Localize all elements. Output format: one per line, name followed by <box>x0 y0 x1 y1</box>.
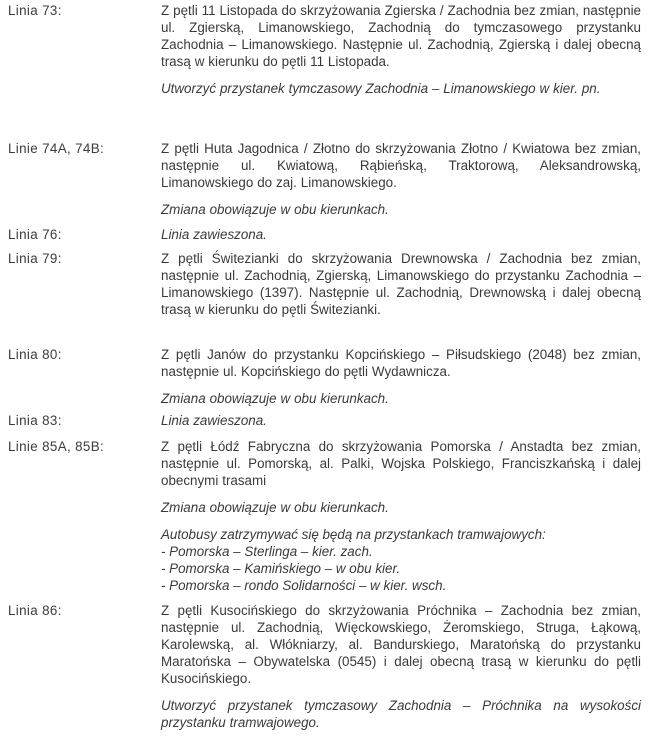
route-change-text: Z pętli Kusocińskiego do skrzyżowania Próchnika – Zachodnia bez zmian, następnie ul. Zachodnią, Więckowskiego, Żeromskiego, Struga, Łąkową, Karolewską, al. Włókniarzy, al. Bandurskiego, Maratońską do przystanku Maratońska – Obywatelska (0545) i dalej obecną trasą w kierunku do pętli Kusocińskiego. <box>161 603 641 686</box>
route-label: Linie 74A, 74B: <box>8 141 105 156</box>
route-label: Linia 76: <box>8 227 62 242</box>
route-change-text: Z pętli Łódź Fabryczna do skrzyżowania Pomorska / Anstadta bez zmian, następnie ul. Pomorską, al. Palki, Wojska Polskiego, Franciszkańską i dalej obecnymi trasami <box>161 439 641 488</box>
route-note: Zmiana obowiązuje w obu kierunkach. <box>161 500 389 515</box>
stop-list-item: - Pomorska – Sterlinga – kier. zach. <box>161 544 373 559</box>
route-change-text: Z pętli Huta Jagodnica / Złotno do skrzyżowania Złotno / Kwiatowa bez zmian, następnie ul. Kwiatową, Rąbieńską, Traktorową, Aleksandrowską, Limanowskiego do zaj. Limanowskiego. <box>161 141 641 190</box>
route-description <box>161 140 641 218</box>
route-note: Zmiana obowiązuje w obu kierunkach. <box>161 391 389 406</box>
route-note: Utworzyć przystanek tymczasowy Zachodnia – Limanowskiego w kier. pn. <box>161 81 601 96</box>
route-label: Linia 80: <box>8 347 62 362</box>
route-description <box>161 346 641 407</box>
route-entry-83 <box>0 412 641 429</box>
route-note: Linia zawieszona. <box>161 413 267 428</box>
route-entry-73 <box>0 2 641 97</box>
route-description <box>161 2 641 97</box>
route-description <box>161 412 641 429</box>
route-entry-79 <box>0 250 641 318</box>
route-label: Linia 73: <box>8 3 62 18</box>
stop-list-item: - Pomorska – Kamińskiego – w obu kier. <box>161 561 401 576</box>
route-entry-85 <box>0 438 641 594</box>
route-label: Linie 85A, 85B: <box>8 439 105 454</box>
route-note: Zmiana obowiązuje w obu kierunkach. <box>161 202 389 217</box>
route-description <box>161 226 641 243</box>
route-change-text: Z pętli Janów do przystanku Kopcińskiego – Piłsudskiego (2048) bez zmian, następnie ul. Kopcińskiego do pętli Wydawnicza. <box>161 347 641 379</box>
route-note: Utworzyć przystanek tymczasowy Zachodnia – Próchnika na wysokości przystanku tramwajowego. <box>161 698 641 730</box>
stops-heading: Autobusy zatrzymywać się będą na przystankach tramwajowych: <box>161 527 546 542</box>
route-description <box>161 250 641 318</box>
route-change-text: Z pętli 11 Listopada do skrzyżowania Zgierska / Zachodnia bez zmian, następnie ul. Zgierską, Limanowskiego, Zachodnią do tymczasowego przystanku Zachodnia – Limanowskiego. Następnie ul. Zachodnią, Zgierską i dalej obecną trasą w kierunku do pętli 11 Listopada. <box>161 3 641 69</box>
route-entry-80 <box>0 346 641 407</box>
route-change-text: Z pętli Świtezianki do skrzyżowania Drewnowska / Zachodnia bez zmian, następnie ul. Zachodnią, Zgierską, Limanowskiego do przystanku Zachodnia – Limanowskiego (1397). Następnie ul. Zachodnią, Drewnowską i dalej obecną trasą w kierunku do pętli Świtezianki. <box>161 251 641 317</box>
route-note: Linia zawieszona. <box>161 227 267 242</box>
route-entry-86 <box>0 602 641 731</box>
route-description <box>161 602 641 731</box>
route-label: Linia 83: <box>8 413 62 428</box>
route-entry-76 <box>0 226 641 243</box>
route-description <box>161 438 641 594</box>
route-entry-74 <box>0 140 641 218</box>
route-label: Linia 79: <box>8 251 62 266</box>
stop-list-item: - Pomorska – rondo Solidarności – w kier. wsch. <box>161 578 447 593</box>
route-label: Linia 86: <box>8 603 62 618</box>
